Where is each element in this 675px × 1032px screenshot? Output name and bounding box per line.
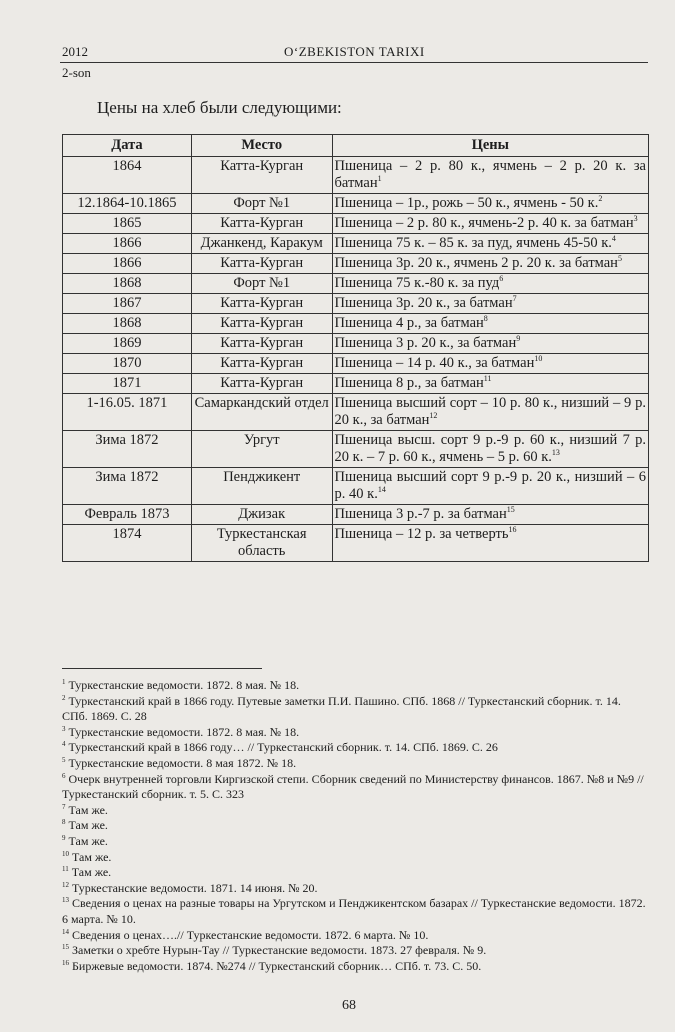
date-cell: Зима 1872 (63, 468, 192, 505)
price-cell (332, 431, 648, 468)
intro-text: Цены на хлеб были следующими: (97, 98, 342, 117)
footnote-number: 1 (62, 678, 66, 686)
footnote (62, 818, 648, 834)
journal-title: O‘ZBEKISTON TARIXI (284, 44, 425, 59)
footnote-text: Сведения о ценах на разные товары на Ургутском и Пенджикентском базарах // Туркестанские ведомости. 1872. 6 марта. № 10. (62, 896, 646, 926)
place-cell: Катта-Курган (191, 157, 332, 194)
footnote-number: 2 (62, 693, 66, 702)
price-text: Пшеница высш. сорт 9 р.-9 р. 60 к., низший 7 р. 20 к. – 7 р. 60 к., ячмень – 5 р. 60 к. (334, 432, 646, 465)
footnote (62, 740, 648, 756)
footnote-number: 14 (62, 927, 69, 936)
footnote-ref: 12 (429, 411, 438, 421)
date-cell: 1874 (63, 525, 192, 562)
table-row (63, 525, 649, 562)
table-row (63, 214, 649, 234)
footnote-text: Сведения о ценах….// Туркестанские ведомости. 1872. 6 марта. № 10. (72, 927, 429, 942)
table-row (63, 254, 649, 274)
price-text: Пшеница – 2 р. 80 к., ячмень – 2 р. 20 к. за батман (334, 158, 646, 191)
date-cell: Февраль 1873 (63, 505, 192, 525)
place-cell: Форт №1 (191, 194, 332, 214)
price-text: Пшеница 4 р., за батман (334, 315, 484, 331)
price-text: Пшеница 8 р., за батман (334, 375, 484, 391)
footnote-number: 15 (62, 943, 69, 952)
price-text: Пшеница высший сорт 9 р.-9 р. 20 к., низший – 6 р. 40 к. (334, 469, 646, 502)
footnote-ref: 3 (633, 214, 638, 224)
table-row (63, 468, 649, 505)
footnotes (62, 678, 648, 974)
footnote-ref: 4 (611, 234, 616, 244)
footnote-text: Там же. (68, 802, 108, 817)
footnote-text: Туркестанский край в 1866 году. Путевые заметки П.И. Пашино. СПб. 1868 // Туркестанский сборник. т. 14. СПб. 1869. С. 28 (62, 693, 621, 724)
price-text: Пшеница – 14 р. 40 к., за батман (334, 355, 535, 371)
footnote-text: Заметки о хребте Нурын-Тау // Туркестанские ведомости. 1873. 27 февраля. № 9. (72, 943, 487, 958)
place-cell: Туркестанская область (191, 525, 332, 562)
footnote-text: Туркестанские ведомости. 8 мая 1872. № 18. (68, 755, 297, 770)
price-text: Пшеница 75 к.-80 к. за пуд (334, 275, 500, 291)
footnote (62, 772, 648, 803)
footnote (62, 678, 648, 694)
footnote-text: Там же. (68, 818, 108, 833)
footnote-number: 5 (62, 755, 66, 764)
date-cell: 1865 (63, 214, 192, 234)
date-cell: 1869 (63, 334, 192, 354)
footnote (62, 850, 648, 866)
footnote-ref: 11 (483, 374, 492, 384)
footnote (62, 943, 648, 959)
footnote-text: Туркестанский край в 1866 году… // Туркестанский сборник. т. 14. СПб. 1869. С. 26 (68, 740, 498, 755)
price-text: Пшеница – 2 р. 80 к., ячмень-2 р. 40 к. за батман (334, 215, 634, 231)
footnote-ref: 9 (516, 334, 521, 344)
page-number: 68 (342, 998, 356, 1013)
price-cell (332, 314, 648, 334)
price-text: Пшеница 3 р.-7 р. за батман (334, 506, 507, 522)
header-year: 2012 (62, 44, 88, 59)
place-cell: Катта-Курган (191, 254, 332, 274)
footnote-number: 13 (62, 896, 69, 905)
price-cell (332, 157, 648, 194)
table-row (63, 374, 649, 394)
footnote-ref: 8 (483, 314, 488, 324)
date-cell: 1866 (63, 254, 192, 274)
price-cell (332, 505, 648, 525)
table-row (63, 234, 649, 254)
footnote (62, 865, 648, 881)
price-cell (332, 394, 648, 431)
footnote-text: Туркестанские ведомости. 1872. 8 мая. № 18. (68, 678, 300, 692)
price-cell (332, 254, 648, 274)
price-cell (332, 374, 648, 394)
price-cell (332, 334, 648, 354)
place-cell: Джизак (191, 505, 332, 525)
table-row (63, 157, 649, 194)
table-row (63, 354, 649, 374)
date-cell: 1-16.05. 1871 (63, 394, 192, 431)
price-cell (332, 194, 648, 214)
issue-number: 2-son (62, 65, 91, 80)
place-cell: Катта-Курган (191, 294, 332, 314)
footnote-text: Там же. (68, 833, 108, 848)
footnote-ref: 2 (598, 194, 603, 204)
footnote (62, 928, 648, 944)
footnote-rule (62, 668, 262, 669)
place-cell: Пенджикент (191, 468, 332, 505)
footnote (62, 803, 648, 819)
table-row (63, 431, 649, 468)
price-text: Пшеница – 12 р. за четверть (334, 526, 509, 542)
footnote-ref: 7 (512, 294, 517, 304)
date-cell: 1867 (63, 294, 192, 314)
table-header-row (63, 135, 649, 157)
table-row (63, 294, 649, 314)
date-cell: 1870 (63, 354, 192, 374)
footnote (62, 725, 648, 741)
footnote-number: 11 (62, 865, 69, 874)
place-cell: Ургут (191, 431, 332, 468)
date-cell: 1871 (63, 374, 192, 394)
date-cell: 1868 (63, 314, 192, 334)
price-text: Пшеница 3р. 20 к., за батман (334, 295, 513, 311)
footnote-text: Там же. (71, 865, 112, 880)
header-place: Место (191, 135, 332, 157)
place-cell: Катта-Курган (191, 354, 332, 374)
footnote-ref: 13 (551, 448, 560, 458)
place-cell: Самаркандский отдел (191, 394, 332, 431)
footnote-number: 3 (62, 724, 66, 733)
footnote (62, 896, 648, 927)
price-cell (332, 468, 648, 505)
footnote-ref: 16 (508, 525, 517, 535)
price-cell (332, 294, 648, 314)
table-row (63, 274, 649, 294)
footnote-number: 10 (62, 849, 69, 858)
footnote-text: Туркестанские ведомости. 1871. 14 июня. № 20. (72, 880, 318, 895)
prices-table (62, 134, 649, 562)
place-cell: Катта-Курган (191, 314, 332, 334)
footnote-number: 12 (62, 880, 69, 889)
footnote-text: Биржевые ведомости. 1874. №274 // Туркестанский сборник… СПб. т. 73. С. 50. (72, 958, 482, 973)
footnote (62, 834, 648, 850)
price-cell (332, 234, 648, 254)
footnote (62, 959, 648, 975)
table-row (63, 194, 649, 214)
footnote-number: 7 (62, 802, 66, 811)
place-cell: Катта-Курган (191, 214, 332, 234)
date-cell: Зима 1872 (63, 431, 192, 468)
footnote-number: 16 (62, 958, 69, 967)
footnote-number: 6 (62, 771, 66, 780)
footnote-ref: 10 (534, 354, 543, 364)
table-row (63, 334, 649, 354)
footnote-number: 4 (62, 740, 66, 749)
place-cell: Катта-Курган (191, 334, 332, 354)
date-cell: 1868 (63, 274, 192, 294)
date-cell: 1866 (63, 234, 192, 254)
price-text: Пшеница 3р. 20 к., ячмень 2 р. 20 к. за батман (334, 255, 618, 271)
price-text: Пшеница 75 к. – 85 к. за пуд, ячмень 45-50 к. (334, 235, 612, 251)
header-price: Цены (332, 135, 648, 157)
place-cell: Джанкенд, Каракум (191, 234, 332, 254)
price-cell (332, 274, 648, 294)
table-row (63, 505, 649, 525)
footnote-text: Туркестанские ведомости. 1872. 8 мая. № 18. (68, 724, 300, 739)
footnote (62, 881, 648, 897)
date-cell: 12.1864-10.1865 (63, 194, 192, 214)
footnote-ref: 15 (506, 505, 515, 515)
price-cell (332, 354, 648, 374)
footnote (62, 694, 648, 725)
price-text: Пшеница 3 р. 20 к., за батман (334, 335, 517, 351)
place-cell: Катта-Курган (191, 374, 332, 394)
footnote-ref: 5 (617, 254, 622, 264)
header-rule (60, 62, 648, 63)
price-cell (332, 525, 648, 562)
footnote-text: Там же. (72, 849, 112, 864)
date-cell: 1864 (63, 157, 192, 194)
price-text: Пшеница высший сорт – 10 р. 80 к., низший – 9 р. 20 к., за батман (334, 395, 646, 428)
place-cell: Форт №1 (191, 274, 332, 294)
footnote (62, 756, 648, 772)
table-row (63, 394, 649, 431)
footnote-ref: 6 (499, 274, 504, 284)
footnote-number: 9 (62, 833, 66, 842)
footnote-ref: 1 (377, 174, 382, 184)
price-text: Пшеница – 1р., рожь – 50 к., ячмень - 50 к. (334, 195, 599, 211)
table-row (63, 314, 649, 334)
footnote-ref: 14 (377, 485, 386, 495)
footnote-number: 8 (62, 818, 66, 827)
price-cell (332, 214, 648, 234)
footnote-text: Очерк внутренней торговли Киргизской степи. Сборник сведений по Министерству финансов. 1867. №8 и №9 // Туркестанский сборник. т. 5. С. 323 (62, 771, 644, 802)
header-date: Дата (63, 135, 192, 157)
